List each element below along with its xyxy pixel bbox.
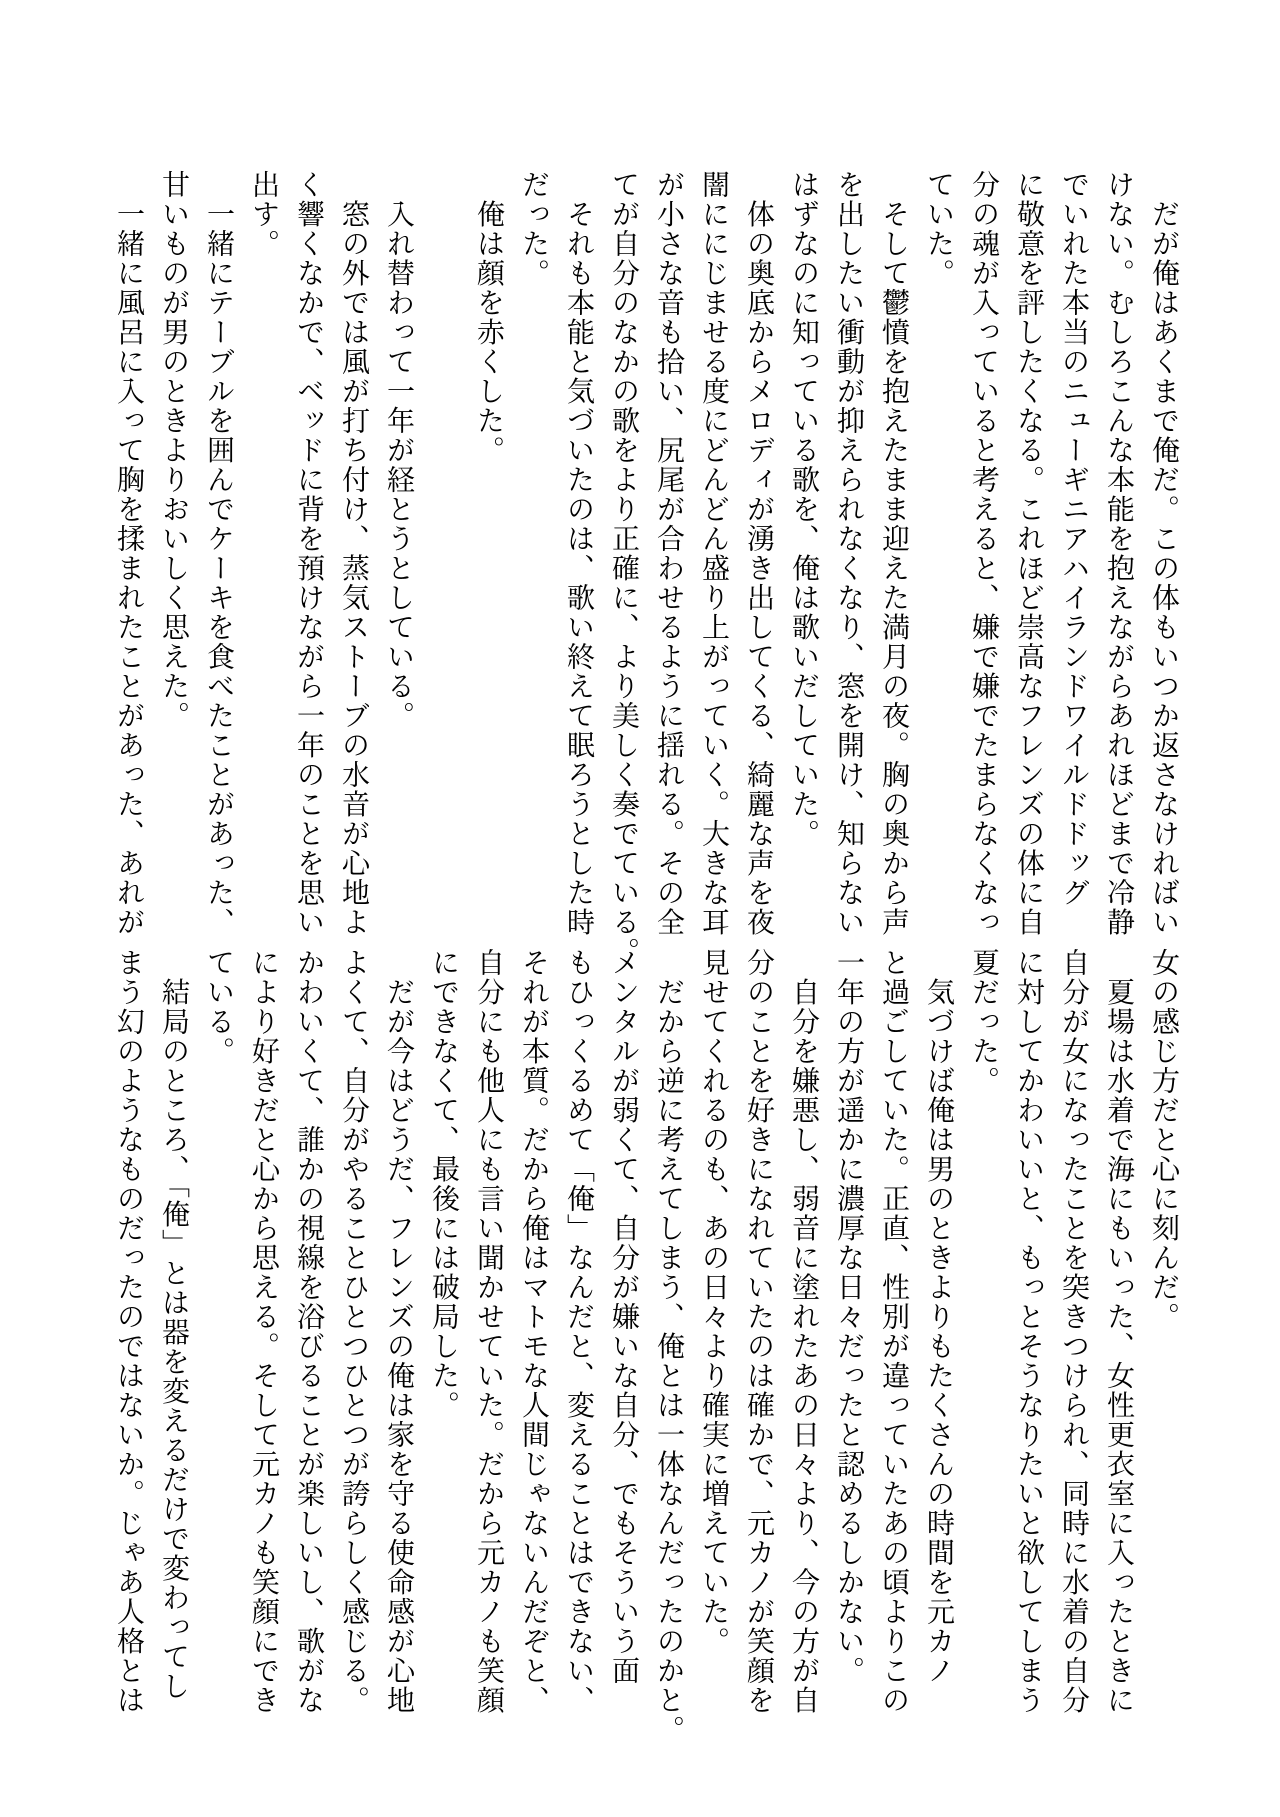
text-column: 窓の外では風が打ち付け、蒸気ストーブの水音が心地よ — [338, 170, 371, 937]
text-band-upper — [107, 170, 1187, 972]
text-column: ている。 — [203, 948, 236, 1066]
text-column: 見せてくれるのも、あの日々より確実に増えていた。 — [698, 948, 731, 1656]
text-column: でいれた本当のニューギニアハイランドワイルドドッグ — [1058, 170, 1091, 908]
text-column: 結局のところ、「俺」とは器を変えるだけで変わってし — [158, 948, 191, 1701]
text-band-lower — [107, 948, 1187, 1750]
text-column: 夏場は水着で海にもいった、女性更衣室に入ったときに — [1103, 948, 1136, 1715]
blank-column — [422, 170, 467, 972]
text-column: 甘いものが男のときよりおいしく思えた。 — [158, 170, 191, 731]
text-column: よくて、自分がやることひとつひとつが誇らしく感じる。 — [338, 948, 371, 1715]
text-column: 一緒にテーブルを囲んでケーキを食べたことがあった、 — [203, 170, 236, 937]
text-column: 夏だった。 — [968, 948, 1001, 1096]
text-column: 自分にも他人にも言い聞かせていた。だから元カノも笑顔 — [473, 948, 506, 1715]
text-column: 一年の方が遥かに濃厚な日々だったと認めるしかない。 — [833, 948, 866, 1686]
text-column: が小さな音も拾い、尻尾が合わせるように揺れる。その全 — [653, 170, 686, 937]
text-column: 出す。 — [248, 170, 281, 259]
text-column: 自分を嫌悪し、弱音に塗れたあの日々より、今の方が自 — [788, 948, 821, 1715]
text-column: だが俺はあくまで俺だ。この体もいつか返さなければい — [1148, 170, 1181, 937]
text-column: く響くなかで、ベッドに背を預けながら一年のことを思い — [293, 170, 326, 937]
text-column: に対してかわいいと、もっとそうなりたいと欲してしまう — [1013, 948, 1046, 1715]
text-column: だが今はどうだ、フレンズの俺は家を守る使命感が心地 — [383, 948, 416, 1715]
text-column: 一緒に風呂に入って胸を揉まれたことがあった、あれが — [113, 170, 146, 937]
text-column: はずなのに知っている歌を、俺は歌いだしていた。 — [788, 170, 821, 849]
text-column: それが本質。だから俺はマトモな人間じゃないんだぞと、 — [518, 948, 551, 1715]
text-column: 体の奥底からメロディが湧き出してくる、綺麗な声を夜 — [743, 170, 776, 937]
text-column: 俺は顔を赤くした。 — [473, 170, 506, 465]
text-column: 闇ににじませる度にどんどん盛り上がっていく。大きな耳 — [698, 170, 731, 937]
text-column: により好きだと心から思える。そして元カノも笑顔にでき — [248, 948, 281, 1715]
text-column: てが自分のなかの歌をより正確に、より美しく奏でている。 — [608, 170, 641, 967]
text-column: だから逆に考えてしまう、俺とは一体なんだったのかと。 — [653, 948, 686, 1745]
text-column: かわいくて、誰かの視線を浴びることが楽しいし、歌がな — [293, 948, 326, 1715]
text-column: 入れ替わって一年が経とうとしている。 — [383, 170, 416, 731]
text-column: 分の魂が入っていると考えると、嫌で嫌でたまらなくなっ — [968, 170, 1001, 937]
text-column: 分のことを好きになれていたのは確かで、元カノが笑顔を — [743, 948, 776, 1715]
text-column: そして鬱憤を抱えたまま迎えた満月の夜。胸の奥から声 — [878, 170, 911, 937]
text-column: 気づけば俺は男のときよりもたくさんの時間を元カノ — [923, 948, 956, 1686]
text-column: 女の感じ方だと心に刻んだ。 — [1148, 948, 1181, 1332]
text-column: まう幻のようなものだったのではないか。じゃあ人格とは — [113, 948, 146, 1715]
text-column: ていた。 — [923, 170, 956, 288]
text-column: それも本能と気づいたのは、歌い終えて眠ろうとした時 — [563, 170, 596, 937]
text-column: けない。むしろこんな本能を抱えながらあれほどまで冷静 — [1103, 170, 1136, 937]
text-column: だった。 — [518, 170, 551, 288]
text-column: メンタルが弱くて、自分が嫌いな自分、でもそういう面 — [608, 948, 641, 1686]
text-column: と過ごしていた。正直、性別が違っていたあの頃よりこの — [878, 948, 911, 1715]
text-column: を出したい衝動が抑えられなくなり、窓を開け、知らない — [833, 170, 866, 937]
text-column: に敬意を評したくなる。これほど崇高なフレンズの体に自 — [1013, 170, 1046, 937]
text-column: もひっくるめて「俺」なんだと、変えることはできない、 — [563, 948, 596, 1715]
text-column: にできなくて、最後には破局した。 — [428, 948, 461, 1420]
text-column: 自分が女になったことを突きつけられ、同時に水着の自分 — [1058, 948, 1091, 1715]
